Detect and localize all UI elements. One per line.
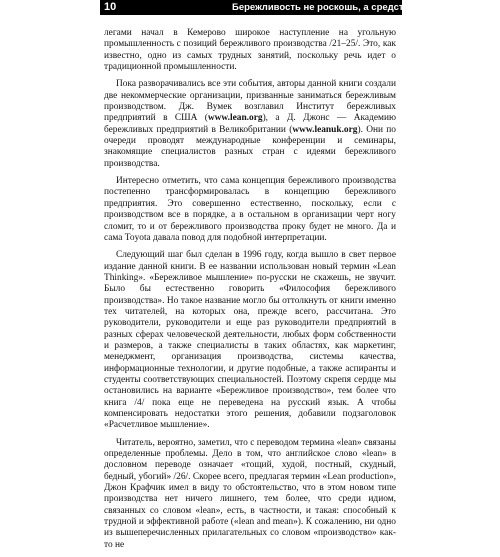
paragraph-2 [104, 79, 396, 170]
paragraph-4: Следующий шаг был сделан в 1996 году, когда вышло в свет первое издание данной книги. В ее названии использован новый термин «Lean Thinking». «Бережливое мышление» по-русски не скажешь, не звучит. Было бы естественно говорить «Философия бережливого производства». Но такое название могло бы оттолкнуть от книги именно тех читателей, на которых она, прежде всего, рассчитана. Это руководители, руководители и еще раз руководители предприятий в разных сферах человеческой деятельности, любых форм собственности и размеров, а также специалисты в таких областях, как маркетинг, менеджмент, организация производства, системы качества, информационные технологии, и другие подобные, а также аспиранты и студенты соответствующих специальностей. Поэтому скрепя сердце мы остановились на варианте «Бережливое производство», тем более что книга /4/ пока еще не переведена на русский язык. А чтобы компенсировать недостатки этого решения, добавили подзаголовок «Расчетливое мышление». [104, 250, 396, 431]
paragraph-2-part-c: ). Они по очереди проводят международные конференции и семинары, знакомящие специалистов разных стран с идеями бережливого производства. [104, 124, 396, 169]
paragraph-2-part-b: ), а Д. Джонс — Академию бережливых предприятий в Великобритании ( [104, 113, 396, 135]
lean-org-link: www.lean.org [207, 113, 263, 124]
running-header [100, 0, 473, 15]
paragraph-5: Читатель, вероятно, заметил, что с переводом термина «lean» связаны определенные проблемы. Дело в том, что английское слово «lean» в дословном переводе означает «тощий, худой, постный, скудный, бедный, убогий» /26/. Скорее всего, предлагая термин «Lean production», Джон Крафчик имел в виду то обстоятельство, что в этом новом типе производства нет ничего лишнего, тем более, что среди идиом, связанных со словом «lean», есть, в частности, и такая: способный к трудной и эффективной работе («lean and mean»). К сожалению, ни одно из вышеперечисленных прилагательных со словом «производство» как-то не [104, 437, 396, 550]
page-number: 10 [104, 1, 117, 13]
body-text [104, 28, 396, 557]
leanuk-org-link: www.leanuk.org [292, 124, 358, 135]
paragraph-1: легами начал в Кемерово широкое наступление на угольную промышленность с позиций бережливого производства /21–25/. Это, как известно, одно из самых трудных занятий, поскольку речь идет о традиционной промышленности. [104, 28, 396, 73]
paragraph-2-part-a: Пока разворачивались все эти события, авторы данной книги создали две некоммерческие организации, призванные заниматься бережливым производством. Дж. Вумек возглавил Институт бережливых предприятий в США ( [104, 79, 396, 124]
running-title: Бережливость не роскошь, а средство выживания [232, 2, 473, 13]
paragraph-3: Интересно отметить, что сама концепция бережливого производства постепенно трансформировалась в концепцию бережливого предприятия. Это совершенно естественно, поскольку, если с производством все в порядке, а в остальном в организации черт ногу сломит, то и от бережливого производства проку будет не много. Да и сама Toyota давала повод для подобной интерпретации. [104, 176, 396, 243]
